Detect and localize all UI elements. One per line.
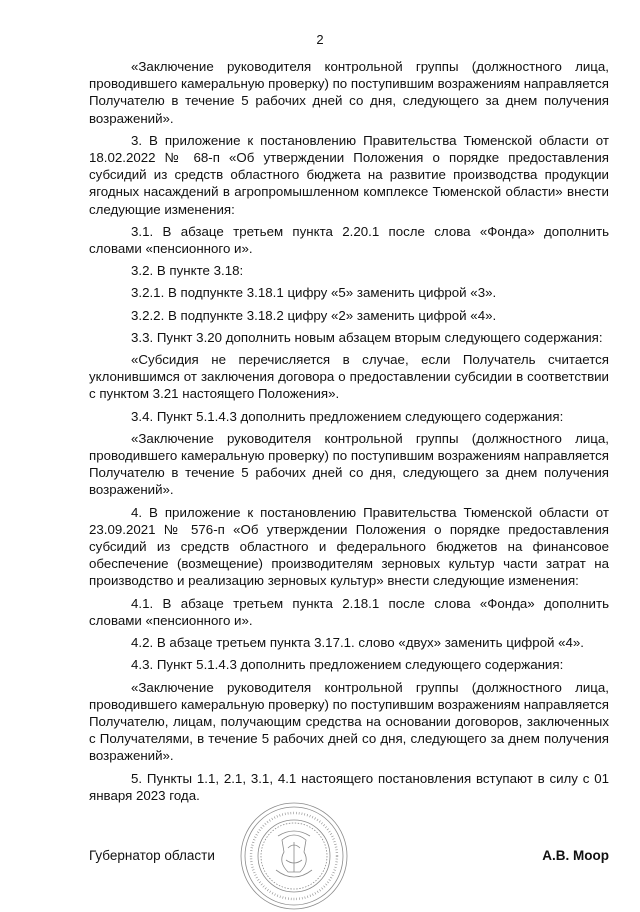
signature-block <box>89 840 609 870</box>
paragraph: 5. Пункты 1.1, 2.1, 3.1, 4.1 настоящего постановления вступают в силу с 01 января 2023 года. <box>89 770 609 803</box>
paragraph: «Заключение руководителя контрольной группы (должностного лица, проводившего камеральную проверку) по поступившим возражениям направляется Получателю в течение 5 рабочих дней со дня, следующего за днем получения возражений». <box>89 59 609 126</box>
paragraph: «Заключение руководителя контрольной группы (должностного лица, проводившего камеральную проверку) по поступившим возражениям направляется Получателю в течение 5 рабочих дней со дня, следующего за днем получения возражений». <box>89 430 609 498</box>
paragraph: 4.3. Пункт 5.1.4.3 дополнить предложением следующего содержания: <box>131 657 564 673</box>
paragraph: 3.1. В абзаце третьем пункта 2.20.1 после слова «Фонда» дополнить словами «пенсионного и». <box>89 223 609 257</box>
signer-title: Губернатор области <box>89 848 215 863</box>
paragraph: 4.2. В абзаце третьем пункта 3.17.1. слово «двух» заменить цифрой «4». <box>131 635 584 651</box>
document-body <box>89 58 609 809</box>
page-number: 2 <box>316 32 324 47</box>
signer-name: А.В. Моор <box>542 848 609 863</box>
paragraph: 3.2.2. В подпункте 3.18.2 цифру «2» заменить цифрой «4». <box>131 307 497 323</box>
paragraph: «Заключение руководителя контрольной группы (должностного лица, проводившего камеральную проверку) по поступившим возражениям направляется Получателю, лицам, получающим средства на основании договоров, заключенных с Получателями, в течение 5 рабочих дней со дня, следующего за днем получения возражений». <box>89 679 609 764</box>
paragraph: 3.2. В пункте 3.18: <box>131 263 244 279</box>
paragraph: 4. В приложение к постановлению Правительства Тюменской области от 23.09.2021 № 576-п «Об утверждении Положения о порядке предоставления субсидий из средств областного и федерального бюджетов на финансовое обеспечение (возмещение) производителям зерновых культур части затрат на производство и реализацию зерновых культур» внести следующие изменения: <box>89 504 609 589</box>
paragraph: 3.4. Пункт 5.1.4.3 дополнить предложением следующего содержания: <box>131 408 564 424</box>
paragraph: 3.3. Пункт 3.20 дополнить новым абзацем вторым следующего содержания: <box>131 329 603 345</box>
paragraph: 3. В приложение к постановлению Правительства Тюменской области от 18.02.2022 № 68-п «Об утверждении Положения о порядке предоставления субсидий из средств областного бюджета на развитие производства продукции ягодных насаждений в агропромышленном комплексе Тюменской области» внести следующие изменения: <box>89 132 609 217</box>
paragraph: 4.1. В абзаце третьем пункта 2.18.1 после слова «Фонда» дополнить словами «пенсионного и». <box>89 595 609 628</box>
paragraph: 3.2.1. В подпункте 3.18.1 цифру «5» заменить цифрой «3». <box>131 285 497 301</box>
paragraph: «Субсидия не перечисляется в случае, если Получатель считается уклонившимся от заключения договора о предоставлении субсидии в соответствии с пунктом 3.21 настоящего Положения». <box>89 352 609 402</box>
